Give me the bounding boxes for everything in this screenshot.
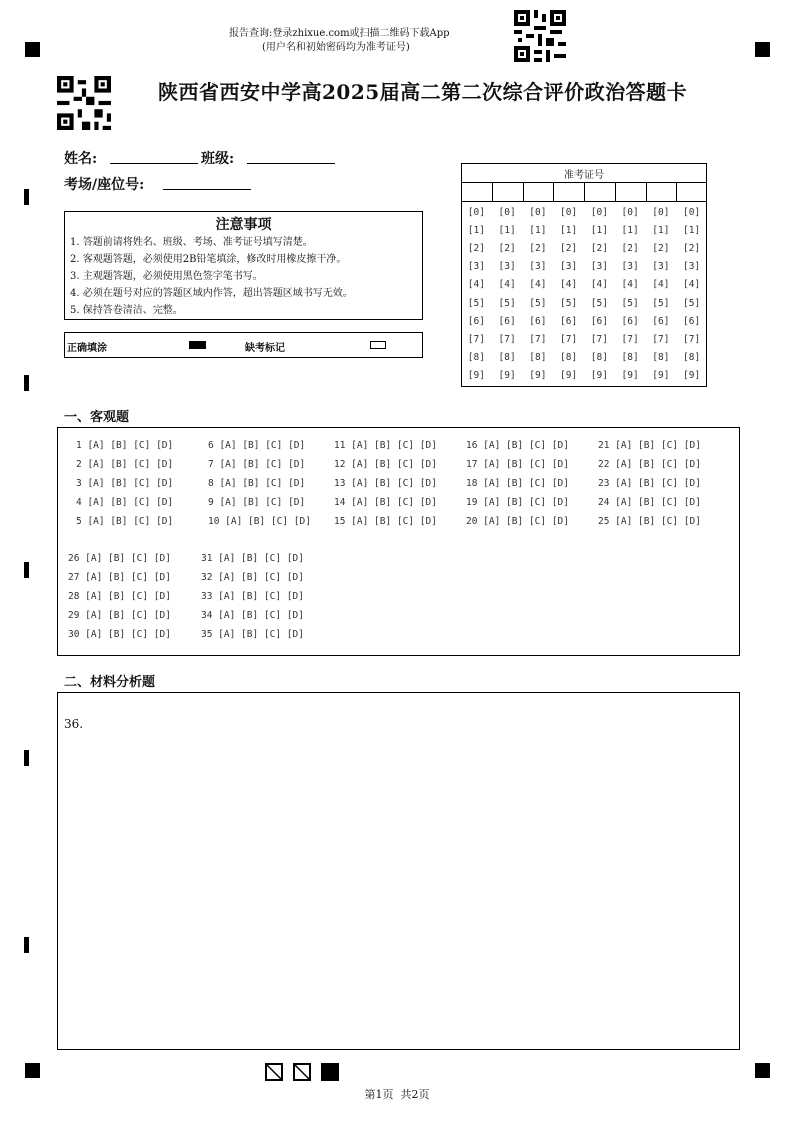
- objective-question-options[interactable]: 22 [A] [B] [C] [D]: [598, 459, 701, 470]
- ticket-digit-bubble[interactable]: [6]: [683, 315, 701, 327]
- ticket-title: 准考证号: [564, 170, 604, 181]
- notice-item: 1. 答题前请将姓名、班级、考场、准考证号填写清楚。: [70, 237, 313, 248]
- objective-question-options[interactable]: 19 [A] [B] [C] [D]: [466, 497, 569, 508]
- ticket-digit-bubble[interactable]: [5]: [683, 297, 701, 309]
- ticket-digit-bubble[interactable]: [4]: [560, 279, 578, 291]
- ticket-digit-bubble[interactable]: [1]: [498, 225, 516, 237]
- absent-mark-checkbox[interactable]: [370, 341, 386, 349]
- ticket-digit-bubble[interactable]: [7]: [590, 333, 608, 345]
- ticket-digit-bubble[interactable]: [6]: [467, 315, 485, 327]
- objective-question-options[interactable]: 11 [A] [B] [C] [D]: [334, 440, 437, 451]
- ticket-digit-bubble[interactable]: [8]: [498, 351, 516, 363]
- ticket-digit-bubble[interactable]: [3]: [498, 261, 516, 273]
- ticket-digit-bubble[interactable]: [6]: [560, 315, 578, 327]
- objective-question-options[interactable]: 30 [A] [B] [C] [D]: [68, 629, 171, 640]
- ticket-digit-bubble[interactable]: [5]: [590, 297, 608, 309]
- corner-mark-top-left: [25, 42, 40, 57]
- ticket-column-divider: [523, 182, 524, 202]
- ticket-digit-bubble[interactable]: [0]: [560, 207, 578, 218]
- ticket-digit-bubble[interactable]: [3]: [652, 261, 670, 273]
- objective-question-options[interactable]: 14 [A] [B] [C] [D]: [334, 497, 437, 508]
- ticket-digit-bubble[interactable]: [4]: [529, 279, 547, 291]
- seat-field[interactable]: [163, 189, 251, 190]
- ticket-digit-bubble[interactable]: [3]: [467, 261, 485, 273]
- ticket-digit-bubble[interactable]: [7]: [652, 333, 670, 345]
- ticket-column-divider: [646, 182, 647, 202]
- ticket-digit-bubble[interactable]: [3]: [621, 261, 639, 273]
- slash-box-icon: [293, 1063, 311, 1081]
- objective-question-options[interactable]: 26 [A] [B] [C] [D]: [68, 553, 171, 564]
- objective-question-options[interactable]: 32 [A] [B] [C] [D]: [201, 572, 304, 583]
- ticket-digit-bubble[interactable]: [3]: [529, 261, 547, 273]
- objective-question-options[interactable]: 23 [A] [B] [C] [D]: [598, 478, 701, 489]
- absent-mark-label: 缺考标记: [245, 343, 285, 354]
- notice-item: 2. 客观题答题，必须使用2B铅笔填涂，修改时用橡皮擦干净。: [70, 254, 347, 265]
- ticket-digit-bubble[interactable]: [8]: [652, 351, 670, 363]
- objective-question-options[interactable]: 13 [A] [B] [C] [D]: [334, 478, 437, 489]
- notice-title: 注意事项: [215, 217, 272, 233]
- objective-question-options[interactable]: 6 [A] [B] [C] [D]: [208, 440, 306, 451]
- query-line-1: 报告查询:登录zhixue.com或扫描二维码下载App: [229, 28, 450, 39]
- objective-question-options[interactable]: 10 [A] [B] [C] [D]: [208, 516, 311, 527]
- notice-item: 5. 保持答卷清洁、完整。: [70, 305, 183, 316]
- ticket-digit-bubble[interactable]: [1]: [467, 225, 485, 237]
- objective-question-options[interactable]: 2 [A] [B] [C] [D]: [76, 459, 174, 470]
- ticket-column-divider: [492, 182, 493, 202]
- timing-mark: [24, 750, 29, 766]
- ticket-digit-bubble[interactable]: [6]: [621, 315, 639, 327]
- objective-question-options[interactable]: 20 [A] [B] [C] [D]: [466, 516, 569, 527]
- ticket-digit-bubble[interactable]: [5]: [621, 297, 639, 309]
- ticket-digit-bubble[interactable]: [5]: [498, 297, 516, 309]
- objective-question-options[interactable]: 17 [A] [B] [C] [D]: [466, 459, 569, 470]
- ticket-digit-bubble[interactable]: [9]: [590, 369, 608, 381]
- ticket-digit-bubble[interactable]: [7]: [560, 333, 578, 345]
- ticket-digit-bubble[interactable]: [4]: [590, 279, 608, 291]
- ticket-digit-bubble[interactable]: [7]: [621, 333, 639, 345]
- ticket-digit-bubble[interactable]: [8]: [467, 351, 485, 363]
- ticket-digit-bubble[interactable]: [8]: [683, 351, 701, 363]
- ticket-digit-bubble[interactable]: [7]: [683, 333, 701, 345]
- ticket-digit-bubble[interactable]: [0]: [529, 207, 547, 218]
- objective-question-options[interactable]: 25 [A] [B] [C] [D]: [598, 516, 701, 527]
- class-field[interactable]: [247, 163, 335, 164]
- ticket-digit-bubble[interactable]: [3]: [560, 261, 578, 273]
- notice-box: [64, 211, 423, 320]
- ticket-digit-bubble[interactable]: [0]: [467, 207, 485, 218]
- ticket-column-divider: [584, 182, 585, 202]
- ticket-digit-bubble[interactable]: [7]: [529, 333, 547, 345]
- ticket-digit-bubble[interactable]: [1]: [560, 225, 578, 237]
- ticket-digit-bubble[interactable]: [2]: [560, 243, 578, 255]
- ticket-digit-bubble[interactable]: [0]: [683, 207, 701, 218]
- ticket-digit-bubble[interactable]: [3]: [683, 261, 701, 273]
- ticket-digit-bubble[interactable]: [1]: [621, 225, 639, 237]
- material-section-title: 二、材料分析题: [64, 675, 156, 690]
- ticket-digit-bubble[interactable]: [5]: [652, 297, 670, 309]
- ticket-digit-bubble[interactable]: [2]: [652, 243, 670, 255]
- name-field[interactable]: [110, 163, 198, 164]
- ticket-digit-bubble[interactable]: [2]: [590, 243, 608, 255]
- slash-box-icon: [265, 1063, 283, 1081]
- timing-mark: [24, 375, 29, 391]
- ticket-digit-bubble[interactable]: [5]: [560, 297, 578, 309]
- ticket-digit-bubble[interactable]: [1]: [683, 225, 701, 237]
- ticket-digit-bubble[interactable]: [3]: [590, 261, 608, 273]
- page-title: 陕西省西安中学高2025届高二第二次综合评价政治答题卡: [158, 80, 688, 104]
- ticket-digit-bubble[interactable]: [0]: [621, 207, 639, 218]
- page-number: 第1页 共2页: [364, 1088, 430, 1101]
- corner-mark-bottom-right: [755, 1063, 770, 1078]
- timing-mark: [24, 189, 29, 205]
- objective-question-options[interactable]: 21 [A] [B] [C] [D]: [598, 440, 701, 451]
- ticket-column-divider: [676, 182, 677, 202]
- ticket-digit-bubble[interactable]: [4]: [467, 279, 485, 291]
- material-answer-area[interactable]: [57, 692, 740, 1050]
- seat-label: 考场/座位号:: [64, 177, 145, 193]
- ticket-digit-bubble[interactable]: [6]: [498, 315, 516, 327]
- objective-question-options[interactable]: 24 [A] [B] [C] [D]: [598, 497, 701, 508]
- objective-question-options[interactable]: 31 [A] [B] [C] [D]: [201, 553, 304, 564]
- ticket-digit-bubble[interactable]: [2]: [467, 243, 485, 255]
- ticket-digit-bubble[interactable]: [6]: [529, 315, 547, 327]
- ticket-digit-bubble[interactable]: [2]: [529, 243, 547, 255]
- ticket-digit-bubble[interactable]: [1]: [590, 225, 608, 237]
- corner-mark-top-right: [755, 42, 770, 57]
- ticket-column-divider: [553, 182, 554, 202]
- ticket-digit-bubble[interactable]: [8]: [590, 351, 608, 363]
- ticket-digit-bubble[interactable]: [9]: [560, 369, 578, 381]
- objective-question-options[interactable]: 34 [A] [B] [C] [D]: [201, 610, 304, 621]
- ticket-digit-bubble[interactable]: [5]: [529, 297, 547, 309]
- ticket-digit-bubble[interactable]: [9]: [652, 369, 670, 381]
- objective-question-options[interactable]: 15 [A] [B] [C] [D]: [334, 516, 437, 527]
- objective-question-options[interactable]: 3 [A] [B] [C] [D]: [76, 478, 174, 489]
- correct-fill-label: 正确填涂: [67, 343, 107, 354]
- ticket-digit-bubble[interactable]: [8]: [529, 351, 547, 363]
- ticket-digit-bubble[interactable]: [4]: [498, 279, 516, 291]
- ticket-digit-bubble[interactable]: [1]: [529, 225, 547, 237]
- objective-question-options[interactable]: 8 [A] [B] [C] [D]: [208, 478, 306, 489]
- objective-question-options[interactable]: 27 [A] [B] [C] [D]: [68, 572, 171, 583]
- ticket-digit-bubble[interactable]: [9]: [529, 369, 547, 381]
- query-line-2: (用户名和初始密码均为准考证号): [262, 42, 410, 53]
- objective-question-options[interactable]: 7 [A] [B] [C] [D]: [208, 459, 306, 470]
- objective-question-options[interactable]: 29 [A] [B] [C] [D]: [68, 610, 171, 621]
- ticket-digit-bubble[interactable]: [2]: [621, 243, 639, 255]
- ticket-digit-bubble[interactable]: [4]: [652, 279, 670, 291]
- qr-code-icon: [57, 76, 111, 130]
- qr-code-icon: [514, 10, 566, 62]
- correct-fill-sample: [189, 341, 206, 349]
- objective-question-options[interactable]: 18 [A] [B] [C] [D]: [466, 478, 569, 489]
- objective-question-options[interactable]: 5 [A] [B] [C] [D]: [76, 516, 174, 527]
- ticket-digit-bubble[interactable]: [9]: [498, 369, 516, 381]
- objective-question-options[interactable]: 9 [A] [B] [C] [D]: [208, 497, 306, 508]
- objective-question-options[interactable]: 4 [A] [B] [C] [D]: [76, 497, 174, 508]
- ticket-digit-bubble[interactable]: [9]: [467, 369, 485, 381]
- ticket-digit-bubble[interactable]: [7]: [467, 333, 485, 345]
- ticket-digit-bubble[interactable]: [0]: [652, 207, 670, 218]
- notice-item: 3. 主观题答题，必须使用黑色签字笔书写。: [70, 271, 263, 282]
- ticket-column-divider: [615, 182, 616, 202]
- ticket-digit-bubble[interactable]: [6]: [590, 315, 608, 327]
- ticket-digit-bubble[interactable]: [4]: [683, 279, 701, 291]
- ticket-digit-bubble[interactable]: [6]: [652, 315, 670, 327]
- notice-item: 4. 必须在题号对应的答题区域内作答，超出答题区域书写无效。: [70, 288, 353, 299]
- timing-mark: [24, 562, 29, 578]
- name-label: 姓名:: [64, 151, 98, 167]
- objective-question-options[interactable]: 33 [A] [B] [C] [D]: [201, 591, 304, 602]
- ticket-digit-bubble[interactable]: [0]: [498, 207, 516, 218]
- objective-question-options[interactable]: 1 [A] [B] [C] [D]: [76, 440, 174, 451]
- ticket-digit-bubble[interactable]: [1]: [652, 225, 670, 237]
- question-number: 36.: [64, 717, 84, 731]
- timing-mark: [24, 937, 29, 953]
- ticket-digit-bubble[interactable]: [2]: [498, 243, 516, 255]
- objective-question-options[interactable]: 28 [A] [B] [C] [D]: [68, 591, 171, 602]
- ticket-digit-bubble[interactable]: [0]: [590, 207, 608, 218]
- ticket-digit-bubble[interactable]: [4]: [621, 279, 639, 291]
- objective-question-options[interactable]: 12 [A] [B] [C] [D]: [334, 459, 437, 470]
- objective-question-options[interactable]: 35 [A] [B] [C] [D]: [201, 629, 304, 640]
- ticket-digit-bubble[interactable]: [7]: [498, 333, 516, 345]
- objective-section-title: 一、客观题: [64, 410, 130, 425]
- corner-mark-bottom-left: [25, 1063, 40, 1078]
- ticket-digit-bubble[interactable]: [2]: [683, 243, 701, 255]
- objective-question-options[interactable]: 16 [A] [B] [C] [D]: [466, 440, 569, 451]
- fill-legend-box: [64, 332, 423, 358]
- ticket-digit-bubble[interactable]: [5]: [467, 297, 485, 309]
- ticket-digit-bubble[interactable]: [9]: [621, 369, 639, 381]
- ticket-digit-bubble[interactable]: [8]: [560, 351, 578, 363]
- ticket-digit-bubble[interactable]: [9]: [683, 369, 701, 381]
- ticket-digit-bubble[interactable]: [8]: [621, 351, 639, 363]
- solid-box-mark: [321, 1063, 339, 1081]
- class-label: 班级:: [201, 151, 235, 167]
